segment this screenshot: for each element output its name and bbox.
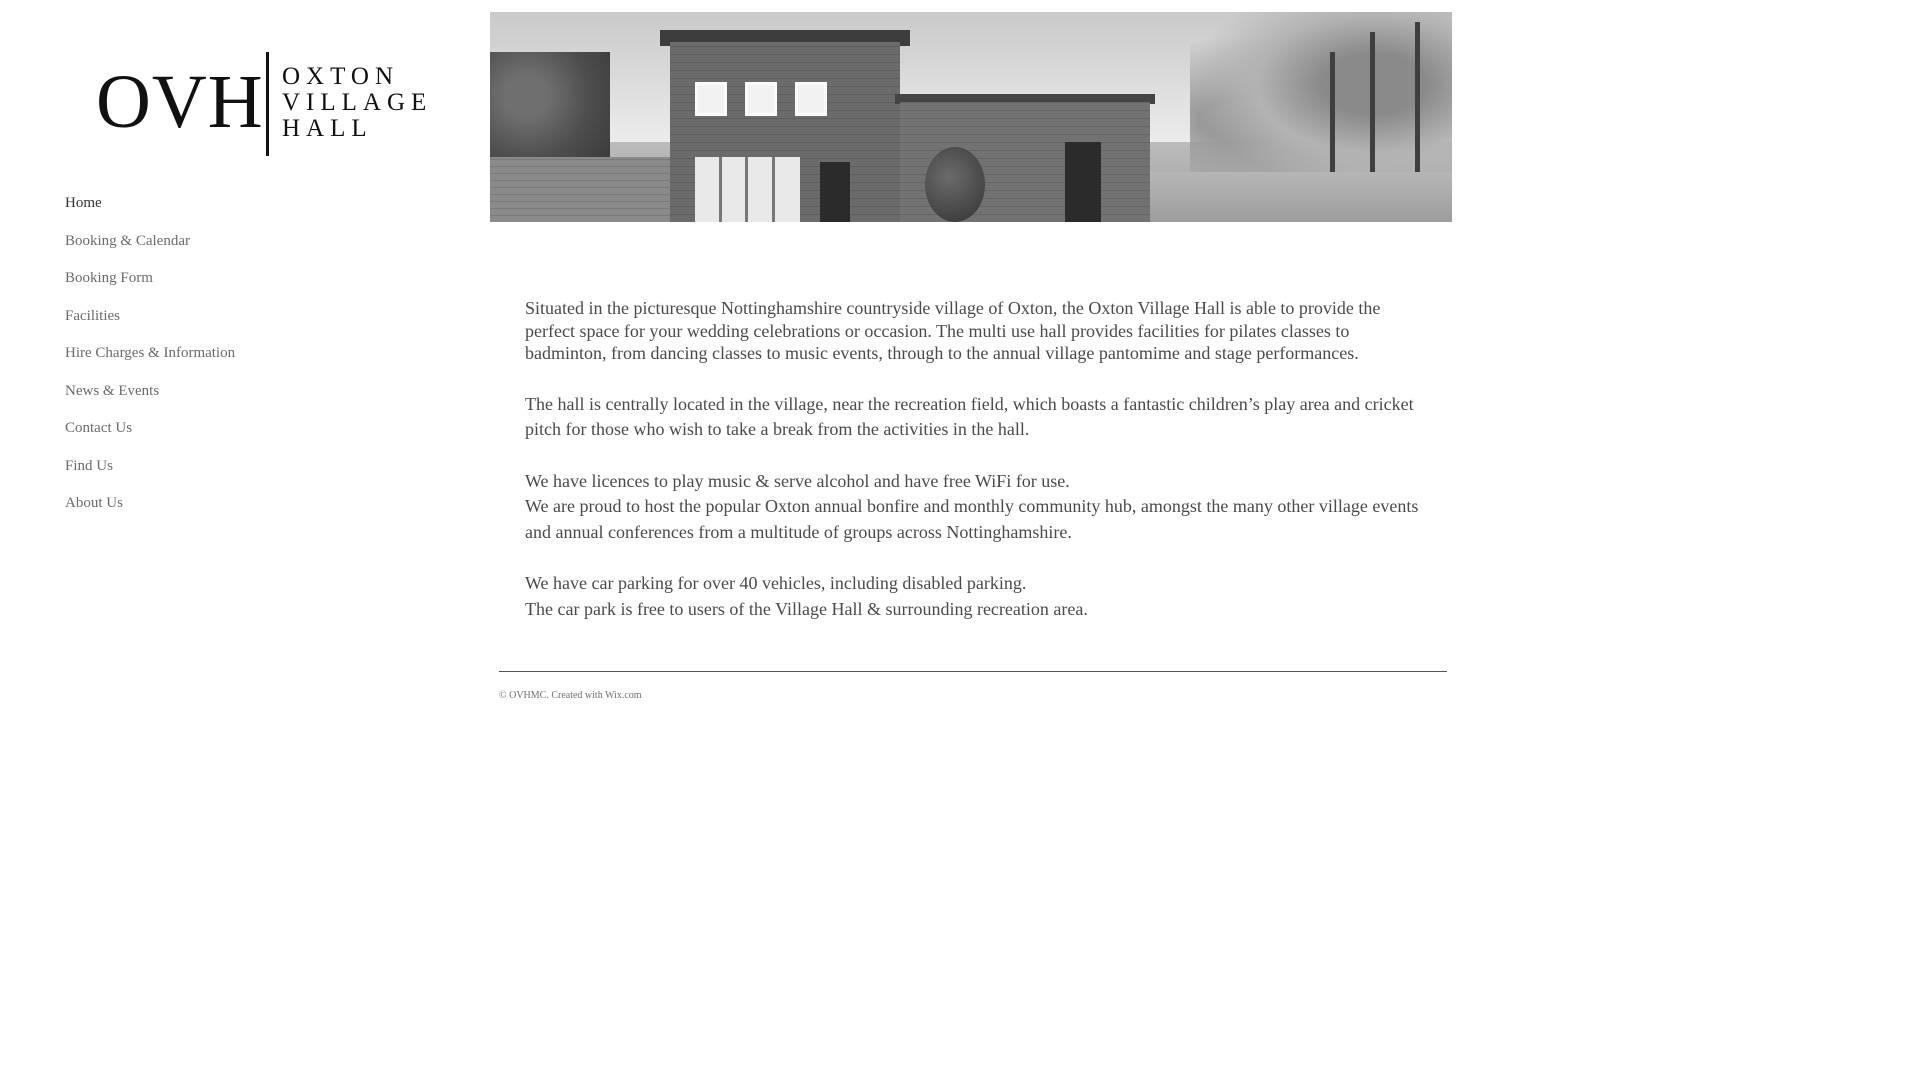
hero-brick-wall xyxy=(490,157,670,222)
nav-item-facilities[interactable]: Facilities xyxy=(65,307,120,324)
hero-window-large xyxy=(695,157,800,222)
licences-paragraph xyxy=(525,469,1425,546)
footer-copyright-text: © OVHMC. Created with xyxy=(499,690,606,701)
nav-item-find-us[interactable]: Find Us xyxy=(65,457,113,474)
nav-item-home[interactable]: Home xyxy=(65,195,102,211)
car-park-line: The car park is free to users of the Village Hall & surrounding recreation area. xyxy=(525,598,1088,619)
hero-image-village-hall xyxy=(490,12,1452,222)
nav-item-booking-calendar[interactable]: Booking & Calendar xyxy=(65,232,190,249)
nav-item-hire-charges[interactable]: Hire Charges & Information xyxy=(65,345,236,361)
nav-item-news-events[interactable]: News & Events xyxy=(65,382,160,399)
intro-paragraph: Situated in the picturesque Nottinghamshire countryside village of Oxton, the Oxton Village Hall is able to provide the perfect space for your wedding celebrations or occasion. The multi use hall provides facilities for pilates classes to badminton, from dancing classes to music events, through to the annual village pantomime and stage performances. xyxy=(525,298,1381,363)
location-paragraph: The hall is centrally located in the village, near the recreation field, which boasts a fantastic children’s play area and cricket pitch for those who wish to take a break from the activities in the hall. xyxy=(525,393,1414,439)
main-nav xyxy=(65,190,235,528)
nav-item-about-us[interactable]: About Us xyxy=(65,495,123,511)
site-logo[interactable] xyxy=(96,50,432,158)
logo-word-village: VILLAGE xyxy=(282,89,433,116)
hero-trees xyxy=(1190,12,1452,192)
hero-window xyxy=(795,82,827,116)
logo-word-hall: HALL xyxy=(282,115,373,142)
parking-paragraph xyxy=(525,571,1425,622)
nav-item-booking-form[interactable]: Booking Form xyxy=(65,270,153,286)
nav-item-contact-us[interactable]: Contact Us xyxy=(65,420,133,436)
logo-divider xyxy=(266,52,269,156)
footer-divider xyxy=(499,671,1447,672)
hero-hedge xyxy=(490,52,610,162)
intro-text xyxy=(525,297,1425,622)
footer-wix-link[interactable]: Wix.com xyxy=(605,690,642,701)
logo-mark: OVH xyxy=(96,60,264,144)
footer-copyright xyxy=(499,690,642,701)
hero-door xyxy=(820,162,850,222)
hero-window xyxy=(695,82,727,116)
logo-word-oxton: OXTON xyxy=(282,63,400,90)
events-line: We are proud to host the popular Oxton annual bonfire and monthly community hub, amongst the many other village events and annual conferences from a multitude of groups across Nottinghamshire. xyxy=(525,496,1419,542)
licences-line: We have licences to play music & serve alcohol and have free WiFi for use. xyxy=(525,470,1070,491)
hero-window xyxy=(745,82,777,116)
logo-wordmark xyxy=(282,64,432,142)
hero-tree-trunk xyxy=(1330,52,1335,192)
hero-door xyxy=(1065,142,1101,222)
hero-bush xyxy=(925,147,985,222)
parking-line: We have car parking for over 40 vehicles, including disabled parking. xyxy=(525,573,1027,593)
